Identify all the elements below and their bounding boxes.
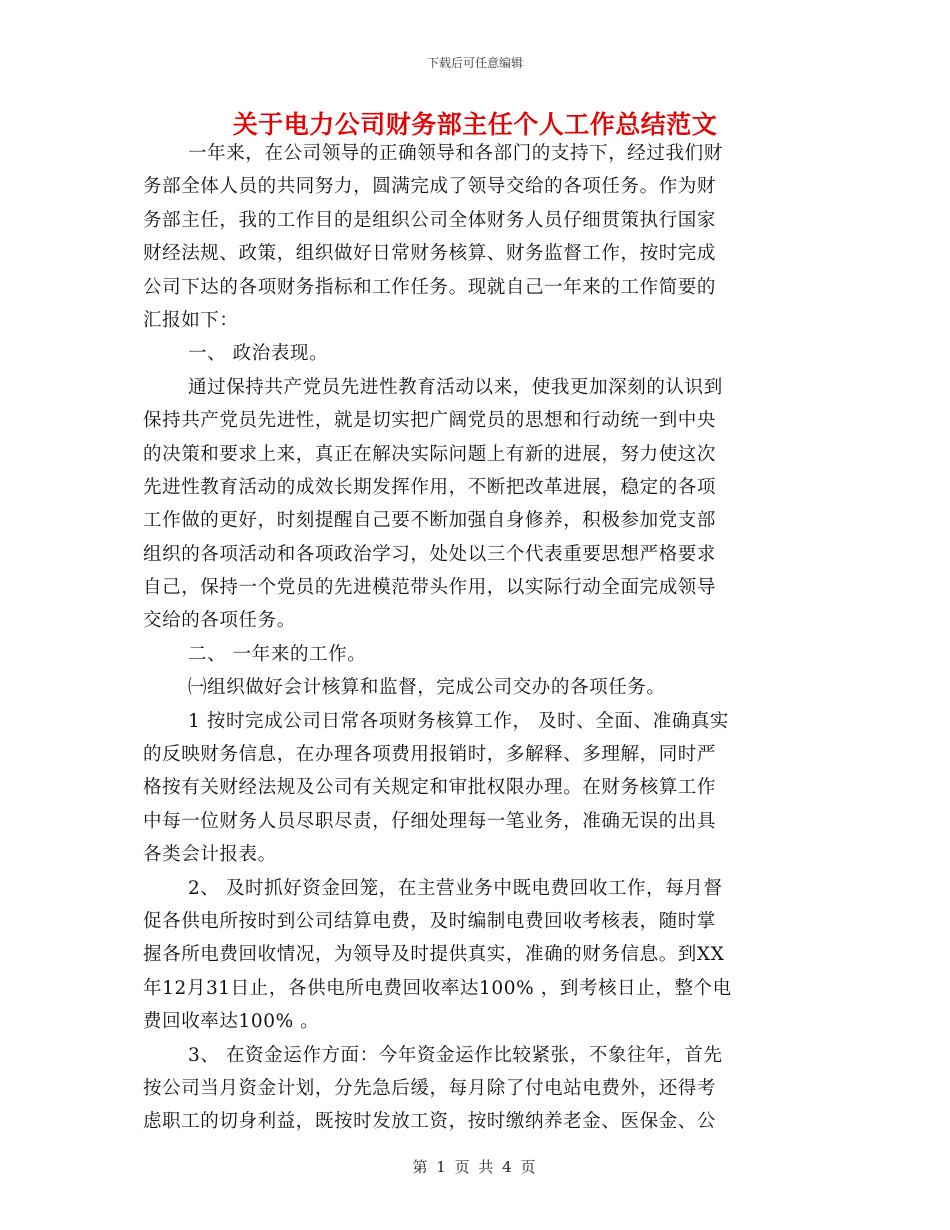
body-line: 务部全体人员的共同努力，圆满完成了领导交给的各项任务。作为财 [143,176,717,198]
body-line: 费回收率达100% 。 [143,1011,320,1033]
header-note: 下载后可任意编辑 [426,56,523,70]
body-line: 1 按时完成公司日常各项财务核算工作， 及时、全面、准确真实 [188,710,730,732]
body-line: 的反映财务信息，在办理各项费用报销时，多解释、多理解，同时严 [143,744,717,766]
body-line: 保持共产党员先进性，就是切实把广阔党员的思想和行动统一到中央 [143,410,717,432]
body-line: 财经法规、政策，组织做好日常财务核算、财务监督工作，按时完成 [143,243,717,265]
body-line: 通过保持共产党员先进性教育活动以来，使我更加深刻的认识到 [188,376,723,398]
document-body [143,137,811,1139]
body-line: 务部主任，我的工作目的是组织公司全体财务人员仔细贯策执行国家 [143,209,717,231]
body-line: 各类会计报表。 [143,844,277,866]
body-line: 3、 在资金运作方面：今年资金运作比较紧张，不象往年，首先 [188,1044,723,1066]
body-line: 按公司当月资金计划，分先急后缓，每月除了付电站电费外，还得考 [143,1077,717,1099]
page-footer: 第 1 页 共 4 页 [412,1158,538,1176]
body-line: 2、 及时抓好资金回笼，在主营业务中既电费回收工作，每月督 [188,877,723,899]
body-line: 握各所电费回收情况，为领导及时提供真实，准确的财务信息。到XX [143,944,725,966]
document-title: 关于电力公司财务部主任个人工作总结范文 [232,110,718,139]
body-line: 促各供电所按时到公司结算电费，及时编制电费回收考核表，随时掌 [143,910,717,932]
section-heading-2: 二、 一年来的工作。 [188,643,367,665]
body-line: 虑职工的切身利益，既按时发放工资，按时缴纳养老金、医保金、公 [143,1111,717,1133]
body-line: 交给的各项任务。 [143,610,296,632]
section-heading-1: 一、 政治表现。 [188,343,329,365]
body-line: 组织的各项活动和各项政治学习，处处以三个代表重要思想严格要求 [143,543,717,565]
body-line: 中每一位财务人员尽职尽责，仔细处理每一笔业务，准确无误的出具 [143,810,717,832]
body-line: 一年来，在公司领导的正确领导和各部门的支持下，经过我们财 [188,143,723,164]
body-line: 格按有关财经法规及公司有关规定和审批权限办理。在财务核算工作 [143,777,717,799]
body-line: 工作做的更好，时刻提醒自己要不断加强自身修养，积极参加党支部 [143,510,717,532]
body-line: 的决策和要求上来，真正在解决实际问题上有新的进展，努力使这次 [143,443,717,465]
subsection-heading: ㈠组织做好会计核算和监督，完成公司交办的各项任务。 [188,677,666,699]
body-line: 汇报如下： [143,309,239,331]
body-line: 自己，保持一个党员的先进模范带头作用，以实际行动全面完成领导 [143,577,717,599]
body-line: 年12月31日止，各供电所电费回收率达100% ，到考核日止，整个电 [143,977,732,999]
body-line: 公司下达的各项财务指标和工作任务。现就自己一年来的工作简要的 [143,276,717,298]
body-line: 先进性教育活动的成效长期发挥作用，不断把改革进展，稳定的各项 [143,476,717,498]
